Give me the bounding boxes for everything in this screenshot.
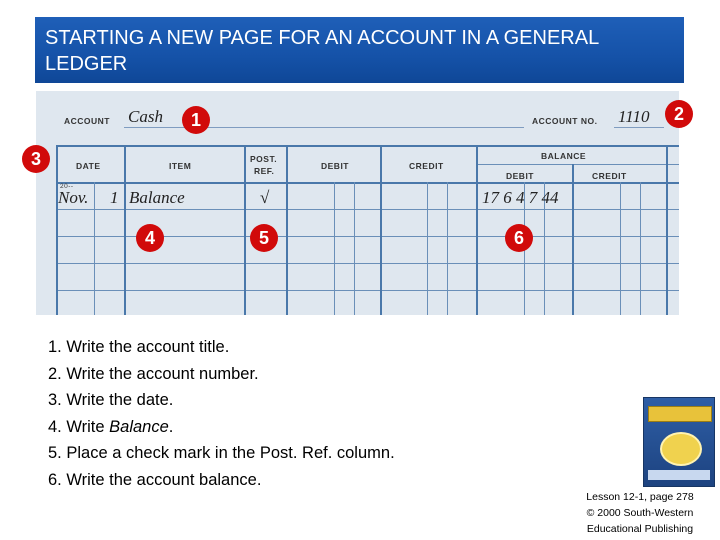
marker-6: 6 <box>505 224 533 252</box>
marker-4: 4 <box>136 224 164 252</box>
slide-title: STARTING A NEW PAGE FOR AN ACCOUNT IN A GENERAL LEDGER <box>45 27 599 75</box>
header-balance-debit: DEBIT <box>506 171 534 181</box>
header-item: ITEM <box>169 161 192 171</box>
slide-title-bar <box>35 17 684 83</box>
account-title: Cash <box>128 107 163 126</box>
entry-year: 20-- <box>60 183 74 190</box>
entry-check-mark: √ <box>260 188 270 207</box>
entry-balance-debit: 17 6 4 7 44 <box>482 188 559 207</box>
account-label: ACCOUNT <box>64 116 110 126</box>
step-1: 1. Write the account title. <box>48 338 230 356</box>
header-ref: REF. <box>254 166 275 176</box>
account-no-label: ACCOUNT NO. <box>532 116 598 126</box>
header-debit: DEBIT <box>321 161 349 171</box>
marker-2: 2 <box>665 100 693 128</box>
step-5: 5. Place a check mark in the Post. Ref. column. <box>48 444 395 463</box>
step-6: 6. Write the account balance. <box>48 470 262 489</box>
ledger-form <box>36 91 679 315</box>
instruction-list <box>48 334 395 494</box>
entry-month: Nov. <box>58 188 89 207</box>
credit-line-3: Educational Publishing <box>586 523 694 535</box>
marker-5: 5 <box>250 224 278 252</box>
marker-3: 3 <box>22 145 50 173</box>
credit-line-1: Lesson 12-1, page 278 <box>586 491 694 503</box>
entry-item: Balance <box>129 188 185 207</box>
header-date: DATE <box>76 161 101 171</box>
step-3: 3. Write the date. <box>48 391 174 410</box>
entry-day: 1 <box>110 188 119 207</box>
account-number: 1110 <box>618 107 650 126</box>
header-balance: BALANCE <box>541 151 587 161</box>
credit-line-2: © 2000 South-Western <box>586 507 694 519</box>
marker-1: 1 <box>182 106 210 134</box>
header-balance-credit: CREDIT <box>592 171 627 181</box>
step-4: 4. Write Balance. <box>48 417 174 436</box>
header-post: POST. <box>250 154 278 164</box>
publication-credit <box>560 489 720 537</box>
step-2: 2. Write the account number. <box>48 364 259 383</box>
textbook-cover-image <box>643 397 715 487</box>
header-credit: CREDIT <box>409 161 444 171</box>
